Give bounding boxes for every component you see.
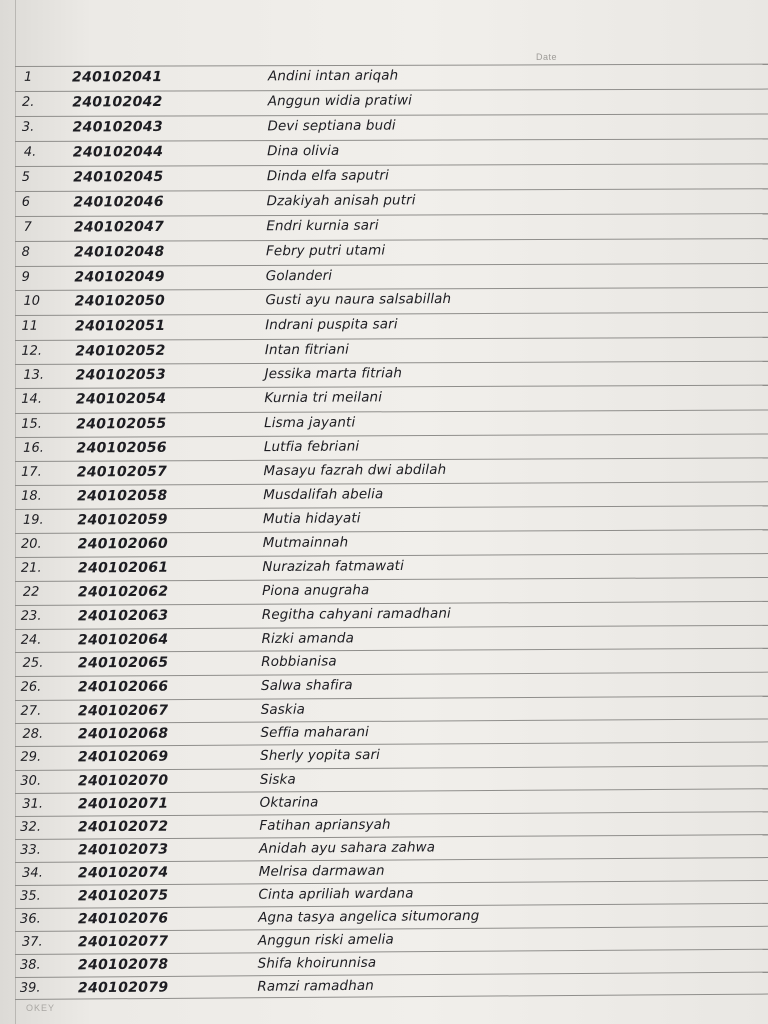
student-name: Rizki amanda (261, 629, 354, 647)
student-name: Gusti ayu naura salsabillah (265, 291, 452, 309)
list-row (0, 481, 768, 509)
student-id: 240102046 (73, 194, 164, 211)
student-id: 240102059 (77, 512, 168, 529)
student-id: 240102060 (77, 536, 169, 553)
student-name: Masayu fazrah dwi abdilah (263, 461, 447, 480)
student-id: 240102052 (75, 342, 166, 360)
student-name: Endri kurnia sari (266, 217, 379, 235)
row-number: 7 (23, 219, 32, 236)
student-id: 240102074 (77, 864, 169, 882)
row-number: 25. (22, 656, 44, 672)
list-row (0, 237, 768, 264)
row-number: 23. (20, 608, 42, 624)
list-row (0, 600, 768, 628)
student-id: 240102057 (76, 463, 168, 481)
student-name: Piona anugraha (262, 582, 370, 600)
student-id: 240102069 (77, 749, 169, 766)
row-number: 34. (22, 866, 43, 882)
row-number: 16. (23, 440, 44, 456)
row-number: 8 (21, 244, 30, 260)
row-number: 6 (21, 195, 31, 211)
student-id: 240102063 (77, 607, 169, 625)
student-name: Oktarina (259, 794, 319, 811)
student-id: 240102064 (77, 631, 169, 649)
row-number: 24. (20, 632, 42, 648)
student-name: Ramzi ramadhan (257, 977, 374, 995)
date-label: Date (536, 52, 558, 62)
student-id: 240102048 (74, 243, 165, 261)
row-number: 29. (20, 750, 42, 766)
student-id: 240102075 (77, 887, 169, 905)
student-name: Indrani puspita sari (265, 316, 398, 334)
row-number: 32. (20, 819, 41, 836)
list-row (0, 433, 768, 460)
student-name: Siska (259, 771, 296, 788)
student-name: Intan fitriani (264, 341, 349, 358)
student-name: Nurazizah fatmawati (262, 558, 404, 576)
student-id: 240102049 (74, 268, 165, 286)
student-name: Andini intan ariqah (267, 67, 399, 85)
student-id: 240102058 (77, 488, 168, 505)
list-row (0, 162, 768, 189)
row-number: 39. (19, 980, 41, 996)
row-number: 27. (20, 703, 42, 719)
row-number: 22 (22, 584, 40, 601)
student-id: 240102054 (75, 391, 167, 408)
student-name: Golanderi (265, 267, 333, 284)
student-id: 240102053 (75, 366, 167, 384)
student-name: Lutfia febriani (263, 438, 360, 456)
student-name: Melrisa darmawan (258, 863, 385, 881)
student-id: 240102044 (72, 144, 164, 161)
row-number: 18. (20, 489, 42, 505)
student-id: 240102072 (77, 818, 169, 836)
student-name: Musdalifah abelia (263, 486, 384, 504)
row-number: 17. (21, 464, 42, 481)
list-row (0, 87, 768, 114)
row-number: 2. (21, 94, 35, 111)
list-row (0, 138, 768, 165)
student-id: 240102073 (77, 841, 169, 859)
student-name: Seffia maharani (260, 724, 370, 741)
student-name: Robbianisa (261, 653, 337, 671)
row-number: 11 (21, 318, 39, 334)
student-id: 240102055 (76, 415, 167, 433)
student-name: Anggun riski amelia (257, 931, 394, 949)
student-name: Shifa khoirunnisa (257, 954, 377, 972)
row-number: 5 (21, 170, 31, 186)
student-name: Lisma jayanti (264, 414, 356, 431)
list-row (0, 671, 768, 699)
student-name: Salwa shafira (260, 677, 353, 694)
row-number: 3. (21, 120, 35, 136)
student-name: Saskia (260, 701, 306, 718)
list-row (0, 335, 768, 362)
student-id: 240102065 (77, 655, 169, 672)
student-name: Jessika marta fitriah (264, 365, 403, 383)
row-number: 35. (20, 889, 41, 905)
row-number: 10 (23, 294, 41, 310)
list-row (0, 212, 768, 239)
row-number: 36. (19, 911, 41, 928)
list-row (0, 576, 768, 604)
student-id: 240102077 (77, 933, 169, 951)
list-row (0, 113, 768, 140)
row-number: 28. (22, 726, 44, 742)
row-number: 31. (22, 796, 44, 812)
student-name: Dzakiyah anisah putri (266, 192, 416, 210)
student-id: 240102041 (71, 69, 163, 86)
row-number: 38. (19, 957, 41, 973)
student-id: 240102067 (77, 702, 169, 719)
student-name: Sherly yopita sari (260, 747, 381, 765)
list-row (0, 384, 768, 411)
row-number: 12. (21, 343, 43, 359)
student-id: 240102050 (74, 293, 166, 310)
row-number: 21. (20, 561, 42, 577)
student-name: Regitha cahyani ramadhani (261, 605, 451, 623)
student-id: 240102068 (77, 725, 169, 743)
student-id: 240102078 (77, 956, 169, 974)
brand-mark: OKEY (26, 1003, 56, 1013)
student-name: Devi septiana budi (267, 117, 396, 135)
list-row (0, 360, 768, 387)
student-id: 240102051 (74, 317, 166, 335)
student-id: 240102066 (77, 678, 169, 696)
student-id: 240102042 (72, 94, 163, 111)
list-row (0, 457, 768, 485)
row-number: 9 (21, 269, 30, 285)
student-name: Dina olivia (267, 143, 340, 160)
student-name: Anidah ayu sahara zahwa (258, 839, 436, 858)
student-id: 240102061 (77, 560, 169, 577)
list-row (0, 311, 768, 338)
row-number: 30. (20, 773, 42, 789)
student-name: Dinda elfa saputri (266, 167, 389, 185)
row-number: 26. (20, 679, 42, 695)
student-id: 240102047 (73, 219, 165, 236)
student-id: 240102062 (77, 583, 169, 601)
row-number: 20. (20, 537, 42, 553)
list-row (0, 286, 768, 313)
student-id: 240102043 (72, 119, 164, 136)
list-row (0, 187, 768, 214)
student-name: Febry putri utami (265, 242, 386, 260)
list-row (0, 62, 768, 89)
student-id: 240102056 (76, 439, 167, 457)
row-number: 33. (20, 842, 41, 859)
student-id: 240102070 (77, 772, 169, 790)
student-id: 240102071 (77, 795, 169, 813)
student-name: Cinta apriliah wardana (258, 885, 414, 904)
student-id: 240102079 (77, 979, 169, 997)
student-name: Mutia hidayati (262, 510, 361, 528)
row-number: 19. (22, 513, 44, 529)
row-number: 4. (23, 145, 37, 161)
row-number: 15. (21, 416, 42, 432)
student-name: Anggun widia pratiwi (267, 92, 413, 110)
row-number: 1 (23, 69, 33, 85)
row-number: 14. (21, 392, 43, 408)
list-row (0, 262, 768, 289)
list-row (0, 408, 768, 435)
row-number: 13. (23, 367, 45, 383)
row-number: 37. (21, 934, 43, 950)
student-name: Fatihan apriansyah (259, 816, 391, 835)
student-name: Mutmainnah (262, 534, 349, 552)
student-id: 240102076 (77, 910, 169, 928)
student-name: Kurnia tri meilani (264, 389, 383, 407)
student-id: 240102045 (73, 169, 164, 186)
student-name: Agna tasya angelica situmorang (258, 908, 480, 927)
